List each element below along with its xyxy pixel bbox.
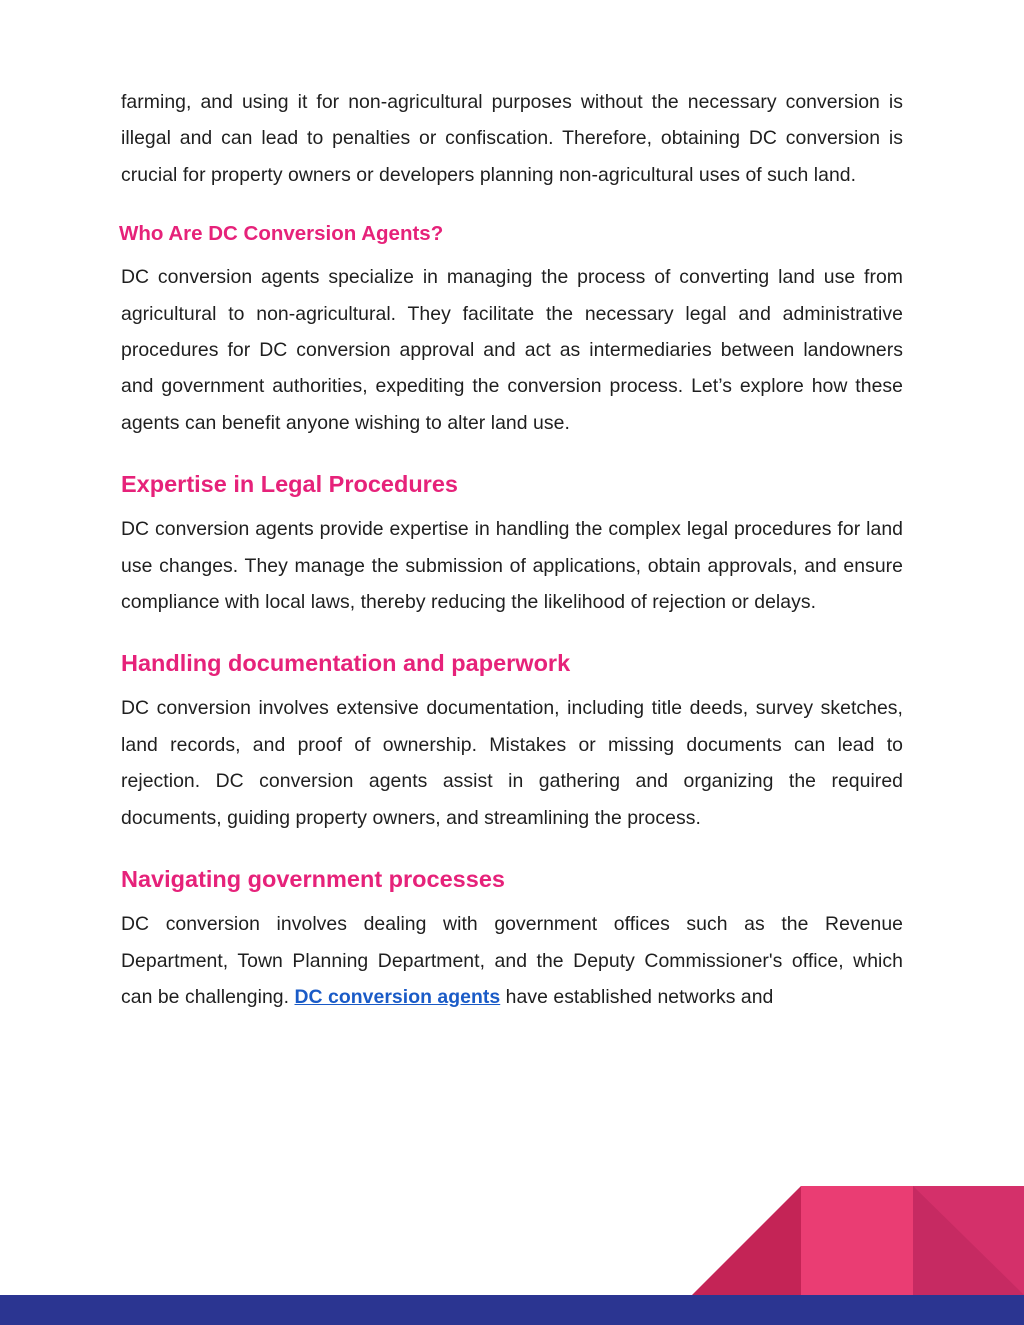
footer-bar: [0, 1295, 1024, 1325]
footer-decoration: [0, 1180, 1024, 1325]
section-paragraph-legal-procedures: DC conversion agents provide expertise in handling the complex legal procedures for land use changes. They manage the submission of applications, obtain approvals, and ensure compliance with local laws, thereby reducing the likelihood of rejection or delays.: [121, 518, 903, 614]
decor-pink-block: [801, 1186, 914, 1295]
document-body: [121, 84, 903, 1015]
paragraph-text-after-link: have established networks and: [500, 985, 774, 1008]
decor-dark-triangle: [692, 1186, 801, 1295]
section-heading-legal-procedures: Expertise in Legal Procedures: [121, 471, 458, 498]
dc-conversion-agents-link[interactable]: DC conversion agents: [294, 985, 501, 1008]
section-heading-government-processes: Navigating government processes: [121, 866, 505, 893]
section-paragraph-government-processes: [121, 906, 903, 1015]
intro-paragraph: farming, and using it for non-agricultural purposes without the necessary conversion is illegal and can lead to penalties or confiscation. Therefore, obtaining DC conversion is crucial for property owners or developers planning non-agricultural uses of such land.: [121, 91, 903, 186]
section-paragraph-who-are-agents: DC conversion agents specialize in managing the process of converting land use from agricultural to non-agricultural. They facilitate the necessary legal and administrative procedures for DC conversion approval and act as intermediaries between landowners and government authorities, expediting the conversion process. Let’s explore how these agents can benefit anyone wishing to alter land use.: [121, 266, 903, 434]
section-heading-documentation: Handling documentation and paperwork: [121, 650, 571, 677]
section-paragraph-documentation: DC conversion involves extensive documentation, including title deeds, survey sketches, land records, and proof of ownership. Mistakes or missing documents can lead to rejection. DC conversion agents assist in gathering and organizing the required documents, guiding property owners, and streamlining the process.: [121, 697, 903, 829]
paragraph-text-before-link: DC conversion involves dealing with government offices such as the Revenue Department, Town Planning Department, and the Deputy Commissioner's office, which can be challenging.: [121, 913, 903, 1008]
section-heading-who-are-agents: Who Are DC Conversion Agents?: [119, 222, 444, 246]
